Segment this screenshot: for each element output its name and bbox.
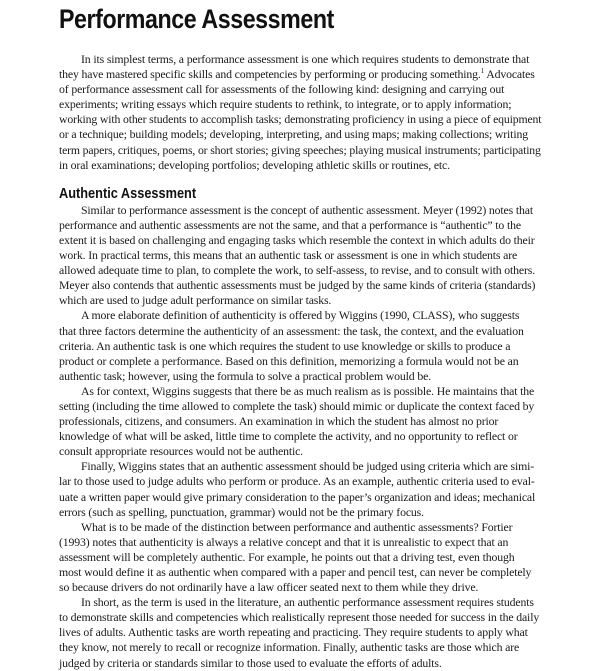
text-line: lar to those used to judge adults who perform or produce. As an example, authentic criteria used to eval-: [59, 474, 535, 489]
text-line: judged by criteria or standards similar to those used to evaluate the efforts of adults.: [59, 655, 442, 670]
text-line: most would define it as authentic when compared with a paper and pencil test, can never be completely: [59, 565, 532, 579]
paragraph-2: [59, 308, 541, 383]
section-heading: Authentic Assessment: [59, 185, 197, 202]
text-line: As for context, Wiggins suggests that there be as much realism as is possible. He maintains that the: [81, 383, 535, 398]
intro-paragraph: [59, 52, 541, 173]
text-line: experiments; writing essays which require students to rethink, to integrate, or to apply information;: [59, 97, 512, 112]
text-line: In its simplest terms, a performance assessment is one which requires students to demonstrate that: [81, 52, 530, 66]
text-line: (1993) notes that authenticity is always a relative concept and that it is unrealistic to expect that an: [59, 534, 509, 549]
text-line: so because drivers do not ordinarily have a law officer seated next to them while they drive.: [59, 580, 479, 595]
text-line: which are used to judge adult performance on similar tasks.: [59, 293, 332, 308]
text-line: Finally, Wiggins states that an authentic assessment should be judged using criteria which are simi-: [81, 459, 535, 474]
text-line: authentic task; however, using the formula to solve a practical problem would be.: [59, 368, 431, 383]
text-line: performance and authentic assessments are not the same, and that a performance is “authentic” to the: [59, 217, 521, 232]
text-line: [59, 67, 541, 82]
page-title: Performance Assessment: [59, 4, 334, 34]
text-line: of performance assessment call for assessments of the following kind: designing and carrying out: [59, 82, 505, 97]
text-line: work. In practical terms, this means that an authentic task or assessment is one in which students are: [59, 248, 518, 263]
text-line: product or complete a performance. Based on this definition, memorizing a formula would not be an: [59, 353, 519, 368]
text-line: Similar to performance assessment is the concept of authentic assessment. Meyer (1992) notes that: [81, 202, 533, 217]
text-line: setting (including the time allowed to complete the task) should mimic or duplicate the context faced by: [59, 398, 535, 413]
text-line: that three factors determine the authenticity of an assessment: the task, the context, and the evaluation: [59, 323, 524, 338]
text-line: consult appropriate resources would not be authentic.: [59, 444, 303, 459]
text-line: professionals, citizens, and consumers. An examination in which the student has almost no prior: [59, 414, 499, 429]
text-line: In short, as the term is used in the literature, an authentic performance assessment requires students: [81, 595, 534, 610]
footnote-marker: 1: [480, 67, 485, 76]
text-line: extent it is based on challenging and engaging tasks which resemble the context in which adults do their: [59, 232, 535, 247]
text-line: to demonstrate skills and competencies which realistically represent those needed for success in the daily: [59, 610, 540, 625]
text-span: they have mastered specific skills and competencies by performing or producing something.: [59, 67, 481, 82]
paragraph-5: [59, 520, 541, 595]
text-line: criteria. An authentic task is one which requires the student to use knowledge or skills to produce a: [59, 338, 511, 353]
text-line: in oral examinations; developing portfolios; developing athletic skills or routines, etc.: [59, 157, 450, 172]
text-line: assessment will be completely authentic. For example, he points out that a driving test, even though: [59, 549, 515, 564]
text-line: A more elaborate definition of authenticity is offered by Wiggins (1990, CLASS), who suggests: [81, 308, 520, 323]
text-line: Meyer also contends that authentic assessments must be judged by the same kinds of criteria (standards): [59, 278, 536, 293]
paragraph-3: [59, 384, 541, 459]
paragraph-4: [59, 459, 541, 519]
text-line: allowed adequate time to plan, to complete the work, to self-assess, to revise, and to consult with others.: [59, 263, 536, 278]
text-line: errors (such as spelling, punctuation, grammar) would not be the primary focus.: [59, 504, 424, 519]
paragraph-6: [59, 595, 541, 670]
text-line: or a technique; building models; developing, interpreting, and using maps; making collections; writing: [59, 127, 528, 142]
text-line: lives of adults. Authentic tasks are worth repeating and practicing. They require students to apply what: [59, 625, 528, 640]
text-line: knowledge of what will be asked, little time to complete the activity, and no opportunity to reflect or: [59, 429, 518, 444]
text-line: term papers, critiques, poems, or short stories; giving speeches; playing musical instruments; participating: [59, 142, 541, 157]
paragraph-1: [59, 203, 541, 309]
text-line: they know, not merely to recall or recognize information. Finally, authentic tasks are those which are: [59, 640, 520, 655]
text-line: uate a written paper would give primary consideration to the paper’s organization and ideas; mechanical: [59, 489, 536, 504]
text-line: working with other students to accomplish tasks; demonstrating proficiency in using a piece of equipment: [59, 112, 542, 127]
text-line: What is to be made of the distinction between performance and authentic assessments? Fortier: [81, 519, 513, 534]
text-span: Advocates: [484, 67, 535, 82]
